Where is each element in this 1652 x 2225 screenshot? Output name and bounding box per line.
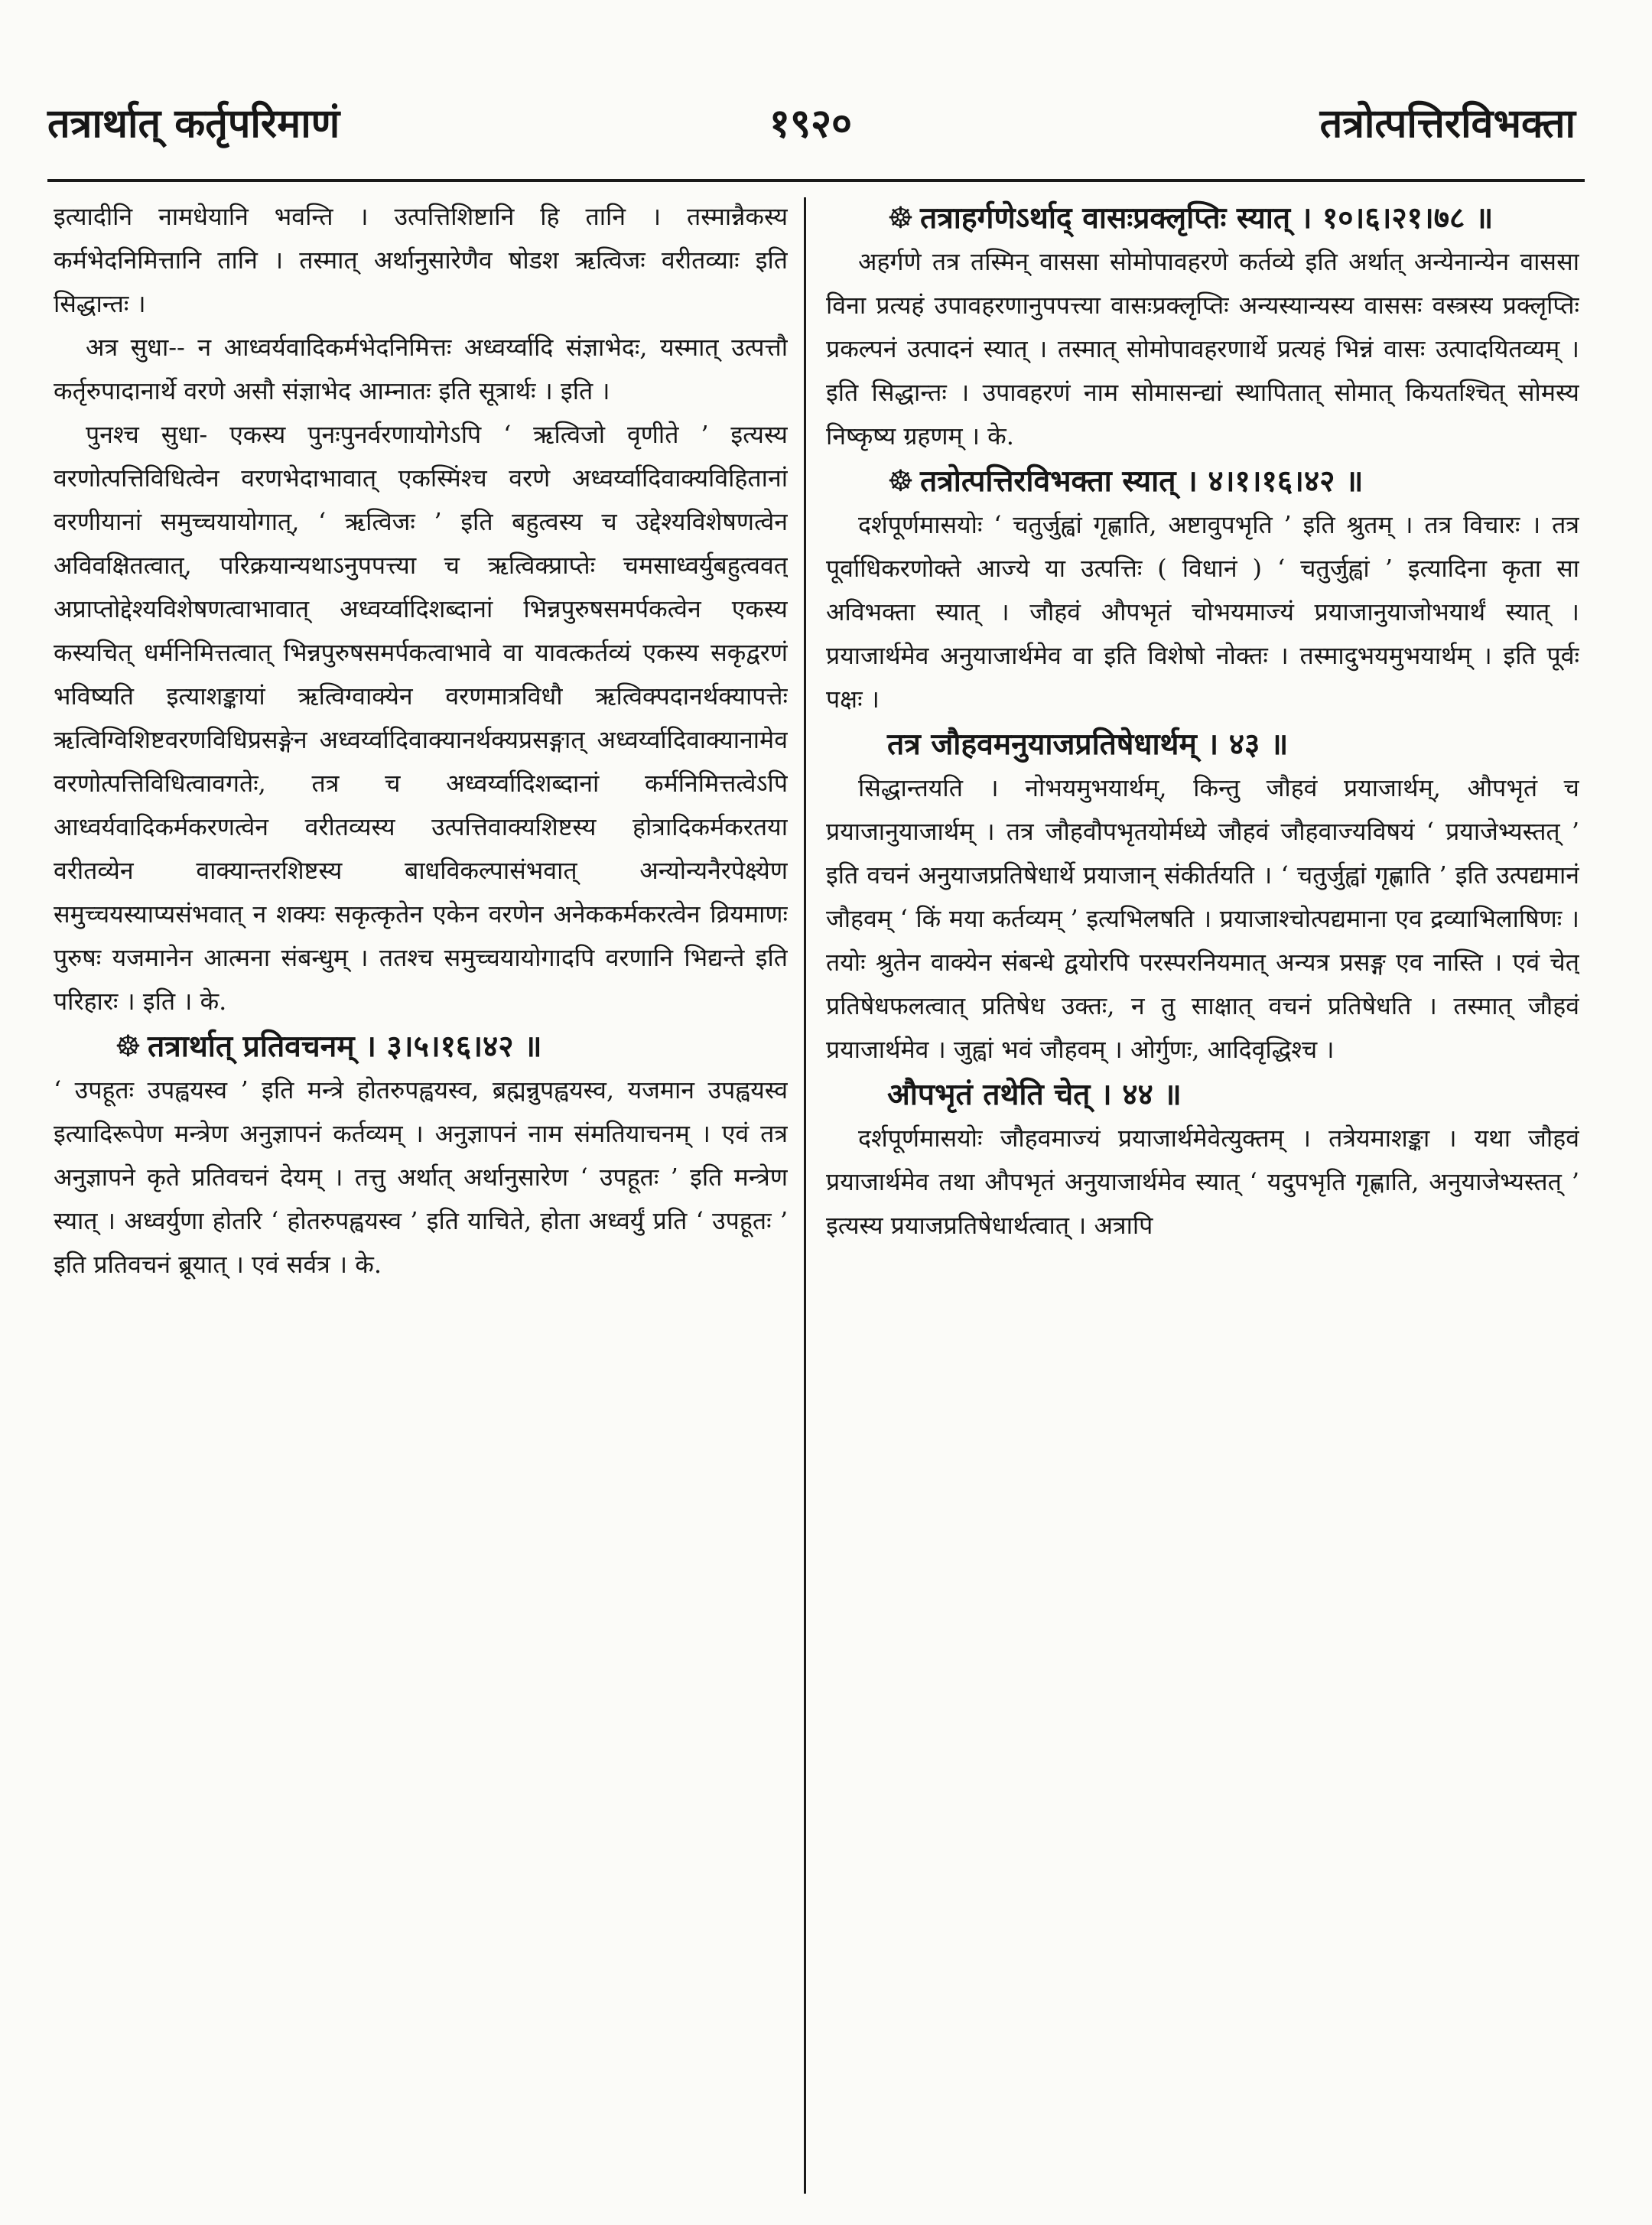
right-paragraph-2: दर्शपूर्णमासयोः ‘ चतुर्जुह्वां गृह्णाति, अष्टावुपभृति ’ इति श्रुतम् । तत्र विचारः । तत्र पूर्वाधिकरणोक्ते आज्ये या उत्पत्तिः ( विधानं ) ‘ चतुर्जुह्वां ’ इत्यादिना कृता सा अविभक्ता स्यात् । जौहवं औपभृतं चोभयमाज्यं प्रयाजानुयाजोभयार्थं स्यात् । प्रयाजार्थमेव अनुयाजार्थमेव वा इति विशेषो नोक्तः । तस्मादुभयमुभयार्थम् । इति पूर्वः पक्षः । <box>826 510 1579 714</box>
running-head-left: तत्रार्थात् कर्तृपरिमाणं <box>47 100 340 147</box>
left-column <box>54 195 788 2199</box>
left-paragraph-3: पुनश्च सुधा- एकस्य पुनःपुनर्वरणायोगेऽपि ‘ ऋत्विजो वृणीते ’ इत्यस्य वरणोत्पत्तिविधित्वेन वरणभेदाभावात् एकस्मिंश्च वरणे अध्वर्य्वादिवाक्यविहितानां वरणीयानां समुच्चयायोगात्, ‘ ऋत्विजः ’ इति बहुत्वस्य च उद्देश्यविशेषणत्वेन अविवक्षितत्वात्, परिक्रयान्यथाऽनुपपत्त्या च ऋत्विक्प्राप्तेः चमसाध्वर्युबहुत्ववत् अप्राप्तोद्देश्यविशेषणत्वाभावात् अध्वर्य्वादिशब्दानां भिन्नपुरुषसमर्पकत्वेन एकस्य कस्यचित् धर्मनिमित्तत्वात् भिन्नपुरुषसमर्पकत्वाभावे वा यावत्कर्तव्यं एकस्य सकृद्वरणं भविष्यति इत्याशङ्कायां ऋत्विग्वाक्येन वरणमात्रविधौ ऋत्विक्पदानर्थक्यापत्तेः ऋत्विग्विशिष्टवरणविधिप्रसङ्गेन अध्वर्य्वादिवाक्यानर्थक्यप्रसङ्गात् अध्वर्य्वादिवाक्यानामेव वरणोत्पत्तिविधित्वावगतेः, तत्र च अध्वर्य्वादिशब्दानां कर्मनिमित्तत्वेऽपि आध्वर्यवादिकर्मकरणत्वेन वरीतव्यस्य उत्पत्तिवाक्यशिष्टस्य होत्रादिकर्मकरतया वरीतव्येन वाक्यान्तरशिष्टस्य बाधविकल्पासंभवात् अन्योन्यनैरपेक्ष्येण समुच्चयस्याप्यसंभवात् न शक्यः सकृत्कृतेन एकेन वरणेन अनेककर्मकरत्वेन व्रियमाणः पुरुषः यजमानेन आत्मना संबन्धुम् । ततश्च समुच्चयायोगादपि वरणानि भिद्यन्ते इति परिहारः । इति । के. <box>54 420 788 1016</box>
header-rule <box>47 179 1585 182</box>
right-paragraph-3: सिद्धान्तयति । नोभयमुभयार्थम्, किन्तु जौहवं प्रयाजार्थम्, औपभृतं च प्रयाजानुयाजार्थम् । तत्र जौहवौपभृतयोर्मध्ये जौहवं जौहवाज्यविषयं ‘ प्रयाजेभ्यस्तत् ’ इति वचनं अनुयाजप्रतिषेधार्थे प्रयाजान् संकीर्तयति । ‘ चतुर्जुह्वां गृह्णाति ’ इति उत्पद्यमानं जौहवम् ‘ किं मया कर्तव्यम् ’ इत्यभिलषति । प्रयाजाश्चोत्पद्यमाना एव द्रव्याभिलाषिणः । तयोः श्रुतेन वाक्येन संबन्धे द्वयोरपि परस्परनियमात् अन्यत्र प्रसङ्ग एव नास्ति । एवं चेत् प्रतिषेधफलत्वात् प्रतिषेध उक्तः, न तु साक्षात् वचनं प्रतिषेधति । तस्मात् जौहवं प्रयाजार्थमेव । जुह्वां भवं जौहवम् । ओर्गुणः, आदिवृद्धिश्च । <box>826 773 1579 1064</box>
column-divider <box>804 197 806 2194</box>
sutra-heading <box>826 460 1579 503</box>
sutra-heading: औपभृतं तथेति चेत् । ४४ ॥ <box>887 1077 1182 1112</box>
page-number: १९२० <box>769 100 853 147</box>
right-paragraph-1: अहर्गणे तत्र तस्मिन् वाससा सोमोपावहरणे कर्तव्ये इति अर्थात् अन्येनान्येन वाससा विना प्रत्यहं उपावहरणानुपपत्त्या वासःप्रक्लृप्तिः अन्यस्यान्यस्य वाससः वस्त्रस्य प्रक्लृप्तिः प्रकल्पनं उत्पादनं स्यात् । तस्मात् सोमोपावहरणार्थे प्रत्यहं भिन्नं वासः उत्पादयितव्यम् । इति सिद्धान्तः । उपावहरणं नाम सोमासन्द्यां स्थापितात् सोमात् कियतश्चित् सोमस्य निष्कृष्य ग्रहणम् । के. <box>826 247 1579 451</box>
sutra-heading-text: तत्रोत्पत्तिरविभक्ता स्यात् । ४।१।१६।४२ ॥ <box>919 464 1364 499</box>
sutra-heading <box>54 1025 788 1069</box>
left-paragraph-2: अत्र सुधा-- न आध्वर्यवादिकर्मभेदनिमित्तः अध्वर्य्वादि संज्ञाभेदः, यस्मात् उत्पत्तौ कर्तृरुपादानार्थे वरणे असौ संज्ञाभेद आम्नातः इति सूत्रार्थः । इति । <box>54 333 788 405</box>
right-column <box>826 195 1579 2199</box>
sutra-heading <box>826 197 1579 240</box>
running-head-right: तत्रोत्पत्तिरविभक्ता <box>1319 100 1576 147</box>
sutra-heading-text: तत्रार्थात् प्रतिवचनम् । ३।५।१६।४२ ॥ <box>147 1029 542 1064</box>
sutra-heading: तत्र जौहवमनुयाजप्रतिषेधार्थम् । ४३ ॥ <box>887 727 1289 762</box>
sutra-mark-icon: ☸ <box>115 1029 141 1064</box>
left-paragraph-1: इत्यादीनि नामधेयानि भवन्ति । उत्पत्तिशिष्टानि हि तानि । तस्मान्नैकस्य कर्मभेदनिमित्तानि तानि । तस्मात् अर्थानुसारेणैव षोडश ऋत्विजः वरीतव्याः इति सिद्धान्तः । <box>54 202 788 318</box>
sutra-mark-icon: ☸ <box>887 200 914 236</box>
right-paragraph-4: दर्शपूर्णमासयोः जौहवमाज्यं प्रयाजार्थमेवेत्युक्तम् । तत्रेयमाशङ्का । यथा जौहवं प्रयाजार्थमेव तथा औपभृतं अनुयाजार्थमेव स्यात् ‘ यदुपभृति गृह्णाति, अनुयाजेभ्यस्तत् ’ इत्यस्य प्रयाजप्रतिषेधार्थत्वात् । अत्रापि <box>826 1124 1579 1240</box>
left-paragraph-4: ‘ उपहूतः उपह्वयस्व ’ इति मन्त्रे होतरुपह्वयस्व, ब्रह्मन्नुपह्वयस्व, यजमान उपह्वयस्व इत्यादिरूपेण मन्त्रेण अनुज्ञापनं कर्तव्यम् । अनुज्ञापनं नाम संमतियाचनम् । एवं तत्र अनुज्ञापने कृते प्रतिवचनं देयम् । तत्तु अर्थात् अर्थानुसारेण ‘ उपहूतः ’ इति मन्त्रेण स्यात् । अध्वर्युणा होतरि ‘ होतरुपह्वयस्व ’ इति याचिते, होता अध्वर्युं प्रति ‘ उपहूतः ’ इति प्रतिवचनं ब्रूयात् । एवं सर्वत्र । के. <box>54 1075 788 1279</box>
sutra-heading-text: तत्राहर्गणेऽर्थाद् वासःप्रक्लृप्तिः स्यात् । १०।६।२१।७८ ॥ <box>919 200 1494 236</box>
sutra-mark-icon: ☸ <box>887 464 914 499</box>
